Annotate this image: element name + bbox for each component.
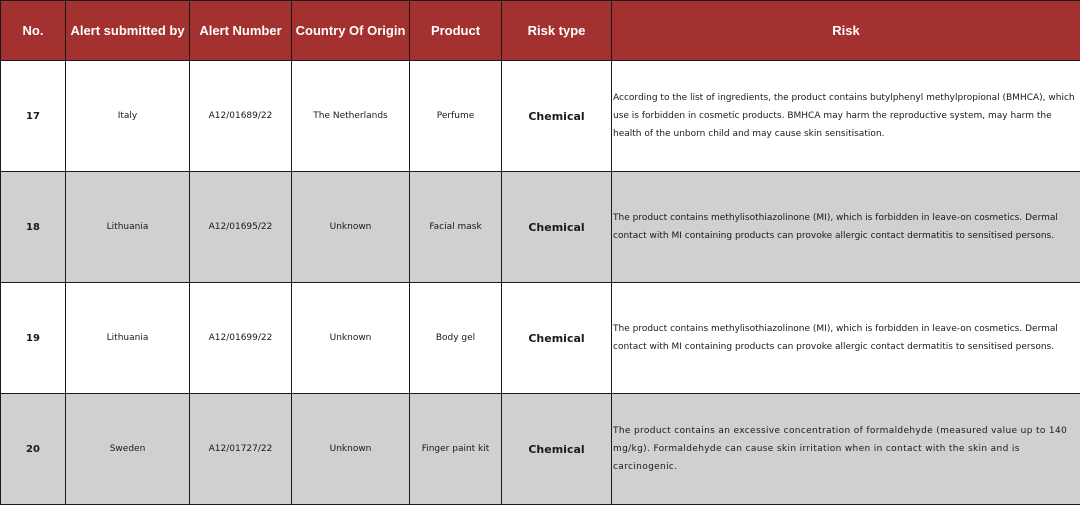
cell-country: Unknown <box>292 283 410 394</box>
cell-product: Facial mask <box>410 172 502 283</box>
cell-product: Body gel <box>410 283 502 394</box>
header-country: Country Of Origin <box>292 1 410 61</box>
cell-alert-number: A12/01689/22 <box>190 61 292 172</box>
cell-country: Unknown <box>292 172 410 283</box>
cell-risk: According to the list of ingredients, the product contains butylphenyl methylpropional (BMHCA), which use is forbidden in cosmetic products. BMHCA may harm the reproductive system, may harm the health of the unborn child and may cause skin sensitisation. <box>612 61 1080 172</box>
cell-no: 19 <box>1 283 66 394</box>
header-alert-number: Alert Number <box>190 1 292 61</box>
cell-product: Perfume <box>410 61 502 172</box>
cell-country: The Netherlands <box>292 61 410 172</box>
table-row <box>1 172 1080 283</box>
cell-country: Unknown <box>292 394 410 505</box>
cell-risk-type: Chemical <box>502 61 612 172</box>
header-risk: Risk <box>612 1 1080 61</box>
cell-submitted-by: Lithuania <box>66 283 190 394</box>
cell-risk: The product contains methylisothiazolinone (MI), which is forbidden in leave-on cosmetics. Dermal contact with MI containing products can provoke allergic contact dermatitis to sensitised persons. <box>612 172 1080 283</box>
header-no: No. <box>1 1 66 61</box>
cell-risk-type: Chemical <box>502 172 612 283</box>
cell-product: Finger paint kit <box>410 394 502 505</box>
cell-alert-number: A12/01727/22 <box>190 394 292 505</box>
cell-risk: The product contains methylisothiazolinone (MI), which is forbidden in leave-on cosmetics. Dermal contact with MI containing products can provoke allergic contact dermatitis to sensitised persons. <box>612 283 1080 394</box>
header-row <box>1 1 1080 61</box>
header-submitted-by: Alert submitted by <box>66 1 190 61</box>
header-risk-type: Risk type <box>502 1 612 61</box>
table-row <box>1 61 1080 172</box>
cell-alert-number: A12/01699/22 <box>190 283 292 394</box>
cell-risk: The product contains an excessive concentration of formaldehyde (measured value up to 140 mg/kg). Formaldehyde can cause skin irritation when in contact with the skin and is carcinogenic. <box>612 394 1080 505</box>
cell-submitted-by: Sweden <box>66 394 190 505</box>
cell-no: 17 <box>1 61 66 172</box>
cell-submitted-by: Lithuania <box>66 172 190 283</box>
cell-alert-number: A12/01695/22 <box>190 172 292 283</box>
cell-submitted-by: Italy <box>66 61 190 172</box>
table-row <box>1 283 1080 394</box>
header-product: Product <box>410 1 502 61</box>
cell-risk-type: Chemical <box>502 394 612 505</box>
table-row <box>1 394 1080 505</box>
cell-no: 20 <box>1 394 66 505</box>
cell-no: 18 <box>1 172 66 283</box>
cell-risk-type: Chemical <box>502 283 612 394</box>
